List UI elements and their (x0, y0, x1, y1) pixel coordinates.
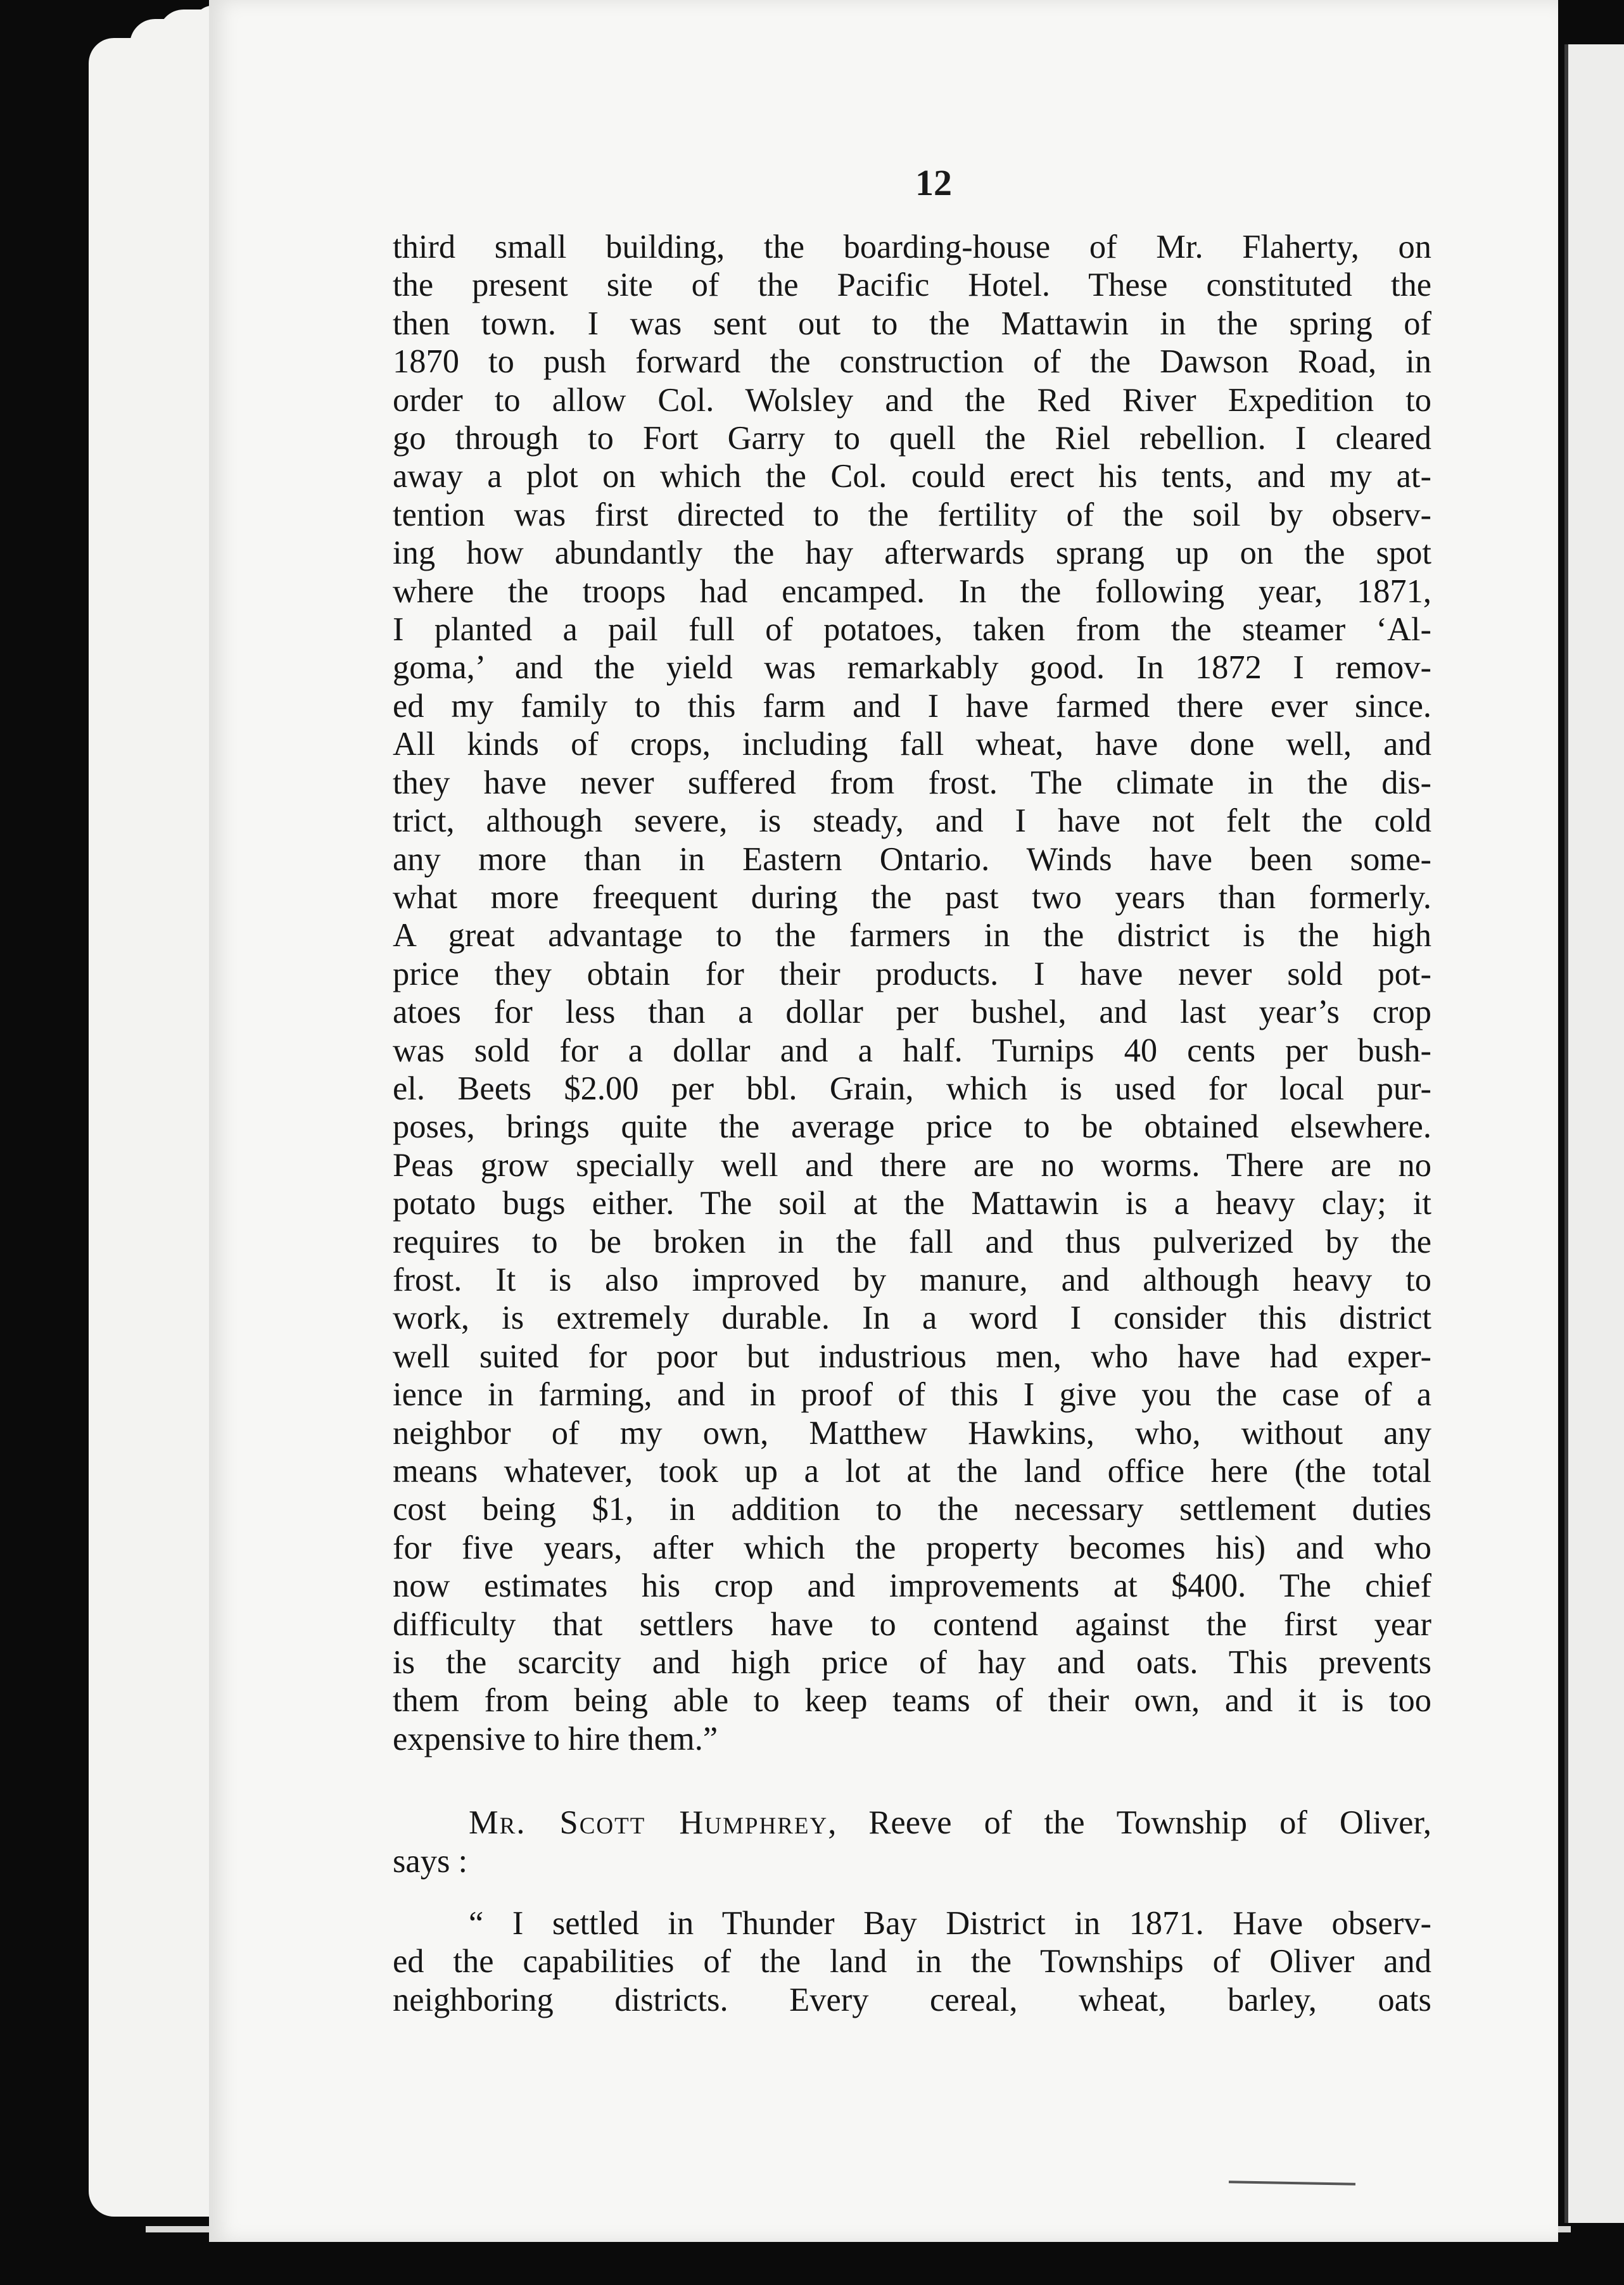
text-line: poses, brings quite the average price to be obtained elsewhere. (393, 1108, 1431, 1146)
speaker-name: Mr. Scott Humphrey (469, 1804, 828, 1842)
text-line: then town. I was sent out to the Mattawin in the spring of (393, 305, 1431, 342)
text-line: tention was first directed to the fertility of the soil by observ- (393, 496, 1431, 533)
paragraph-gap (393, 1880, 1431, 1904)
text-line: cost being $1, in addition to the necessary settlement duties (393, 1491, 1431, 1528)
text-line: “ I settled in Thunder Bay District in 1871. Have observ- (469, 1905, 1431, 1942)
text-line: goma,’ and the yield was remarkably good. In 1872 I remov- (393, 649, 1431, 687)
text-line: was sold for a dollar and a half. Turnips 40 cents per bush- (393, 1032, 1431, 1069)
text-line: trict, although severe, is steady, and I have not felt the cold (393, 802, 1431, 840)
text-line: el. Beets $2.00 per bbl. Grain, which is used for local pur- (393, 1070, 1431, 1107)
paragraph-continuation (393, 228, 1431, 1758)
text-line: the present site of the Pacific Hotel. These constituted the (393, 267, 1431, 304)
text-line: now estimates his crop and improvements at $400. The chief (393, 1567, 1431, 1605)
text-line: potato bugs either. The soil at the Mattawin is a heavy clay; it (393, 1185, 1431, 1222)
text-line: them from being able to keep teams of their own, and it is too (393, 1682, 1431, 1719)
text-line: ing how abundantly the hay afterwards sprang up on the spot (393, 535, 1431, 572)
speaker-title: , Reeve of the Township of Oliver, (828, 1804, 1431, 1842)
paragraph-gap (393, 1758, 1431, 1804)
page-number: 12 (915, 162, 952, 203)
text-line: where the troops had encamped. In the following year, 1871, (393, 573, 1431, 610)
text-line: frost. It is also improved by manure, and although heavy to (393, 1261, 1431, 1298)
text-line: work, is extremely durable. In a word I consider this district (393, 1300, 1431, 1337)
text-line: well suited for poor but industrious men, who have had exper- (393, 1338, 1431, 1375)
text-line: is the scarcity and high price of hay and oats. This prevents (393, 1644, 1431, 1681)
text-line: ed the capabilities of the land in the Townships of Oliver and (393, 1943, 1431, 1980)
text-line: any more than in Eastern Ontario. Winds have been some- (393, 840, 1431, 878)
text-line: I planted a pail full of potatoes, taken from the steamer ‘Al- (393, 611, 1431, 649)
text-line: All kinds of crops, including fall wheat, have done well, and (393, 726, 1431, 763)
speaker-says: says : (393, 1842, 468, 1880)
speaker-introduction (393, 1804, 1431, 1880)
text-line: what more freequent during the past two years than formerly. (393, 878, 1431, 916)
text-line: third small building, the boarding-house of Mr. Flaherty, on (393, 229, 1431, 265)
text-line: they have never suffered from frost. The climate in the dis- (393, 764, 1431, 801)
text-line: ed my family to this farm and I have farmed there ever since. (393, 687, 1431, 725)
text-line: atoes for less than a dollar per bushel, and last year’s crop (393, 994, 1431, 1031)
text-line: 1870 to push forward the construction of the Dawson Road, in (393, 343, 1431, 381)
text-line: requires to be broken in the fall and thus pulverized by the (393, 1223, 1431, 1260)
text-line: expensive to hire them.” (393, 1720, 718, 1757)
text-line: A great advantage to the farmers in the district is the high (393, 917, 1431, 954)
text-line: for five years, after which the property becomes his) and who (393, 1529, 1431, 1566)
quoted-paragraph (393, 1904, 1431, 2019)
text-line: ience in farming, and in proof of this I give you the case of a (393, 1376, 1431, 1414)
text-line: neighboring districts. Every cereal, wheat, barley, oats (393, 1981, 1431, 2018)
text-line: price they obtain for their products. I have never sold pot- (393, 955, 1431, 992)
text-line: means whatever, took up a lot at the land office here (the total (393, 1453, 1431, 1490)
speaker-line (393, 1804, 1431, 1842)
page-body-text (393, 228, 1431, 2019)
text-line: Peas grow specially well and there are no worms. There are no (393, 1146, 1431, 1184)
adjacent-page-strip (1564, 44, 1624, 2223)
text-line: order to allow Col. Wolsley and the Red River Expedition to (393, 381, 1431, 419)
text-line: away a plot on which the Col. could erect his tents, and my at- (393, 458, 1431, 495)
text-line: difficulty that settlers have to contend against the first year (393, 1605, 1431, 1643)
text-line: go through to Fort Garry to quell the Riel rebellion. I cleared (393, 420, 1431, 457)
text-line: neighbor of my own, Matthew Hawkins, who, without any (393, 1414, 1431, 1452)
